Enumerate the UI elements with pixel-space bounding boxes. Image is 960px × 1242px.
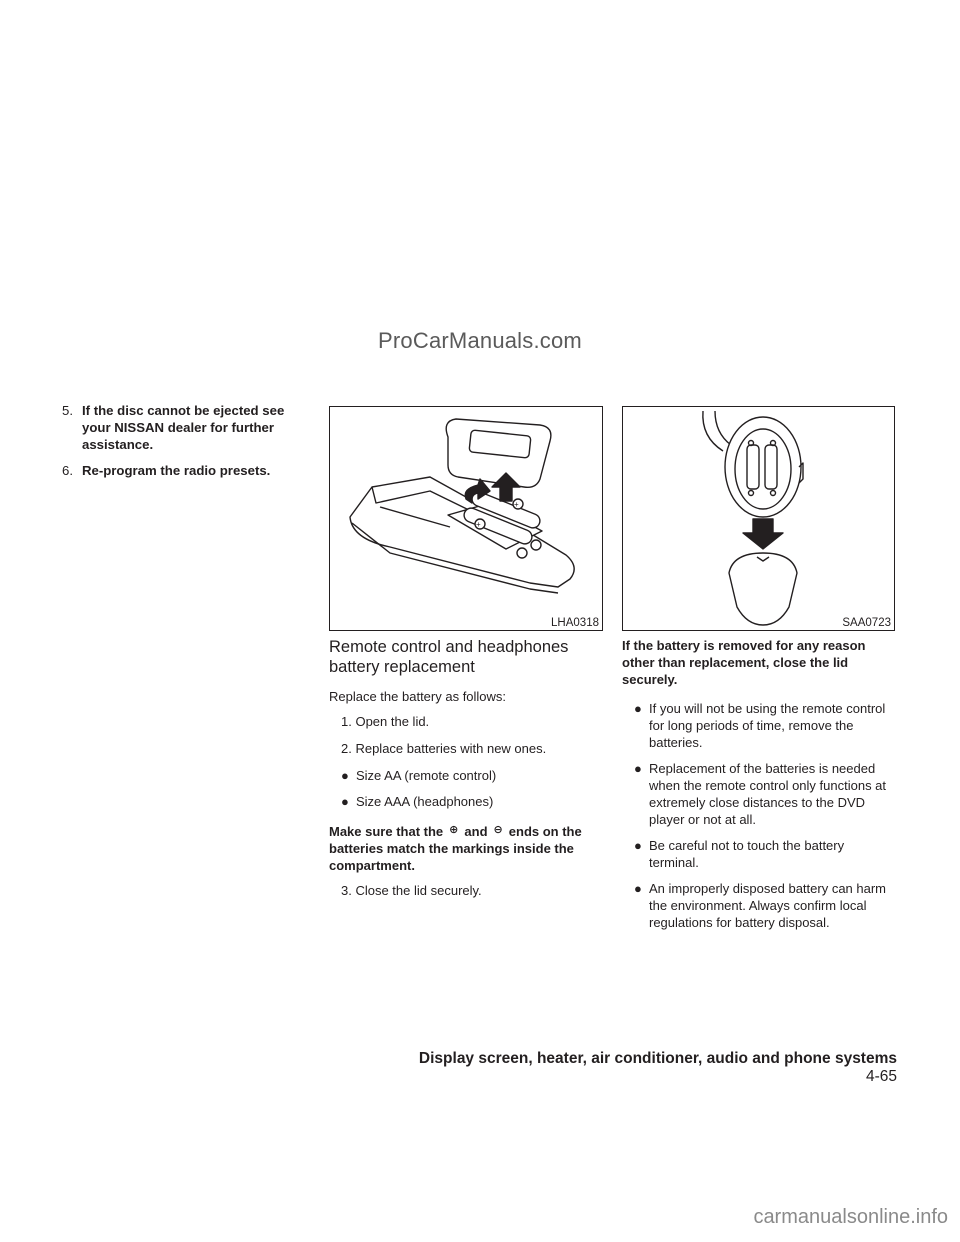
section-heading: Remote control and headphones battery replacement bbox=[329, 638, 569, 676]
bullet-item bbox=[622, 837, 896, 871]
list-item bbox=[62, 462, 312, 479]
bullet-text: Replacement of the batteries is needed when the remote control only functions at extremely close distances to the DVD player or not at all. bbox=[649, 761, 887, 827]
bullet-icon: ● bbox=[634, 881, 642, 896]
warning-text-end: ends on the batteries match the markings inside the compartment. bbox=[329, 824, 582, 873]
remote-control-figure bbox=[329, 406, 603, 631]
lid-warning: If the battery is removed for any reason other than replacement, close the lid securely. bbox=[622, 638, 866, 687]
footer-title: Display screen, heater, air conditioner, audio and phone systems bbox=[418, 1050, 897, 1067]
minus-terminal-icon: ⊖ bbox=[493, 824, 503, 836]
step-1: 1. Open the lid. bbox=[341, 714, 430, 729]
bullet-item bbox=[329, 767, 603, 784]
item-text: If the disc cannot be ejected see your NISSAN dealer for further assistance. bbox=[82, 403, 285, 452]
bullet-item bbox=[622, 880, 896, 931]
remote-control-illustration bbox=[330, 407, 602, 630]
svg-text:+: + bbox=[514, 500, 519, 509]
item-number: 6. bbox=[62, 463, 73, 478]
headphone-illustration bbox=[623, 407, 894, 630]
bullet-icon: ● bbox=[634, 838, 642, 853]
bullet-icon: ● bbox=[341, 768, 349, 783]
bullet-icon: ● bbox=[341, 794, 349, 809]
right-column bbox=[622, 637, 896, 940]
warning-text-and: and bbox=[464, 824, 488, 839]
item-text: Re-program the radio presets. bbox=[82, 463, 271, 478]
page-footer bbox=[397, 1050, 897, 1086]
page-number: 4-65 bbox=[865, 1068, 897, 1085]
watermark-bottom: carmanualsonline.info bbox=[753, 1206, 948, 1228]
bullet-icon: ● bbox=[634, 701, 642, 716]
bullet-text: If you will not be using the remote control for long periods of time, remove the batteries. bbox=[649, 701, 886, 750]
bullet-text: An improperly disposed battery can harm the environment. Always confirm local regulations for battery disposal. bbox=[649, 881, 887, 930]
intro-text: Replace the battery as follows: bbox=[329, 689, 507, 704]
bullet-text: Be careful not to touch the battery terminal. bbox=[649, 838, 845, 870]
watermark-top: ProCarManuals.com bbox=[378, 328, 582, 353]
bullet-text: Size AA (remote control) bbox=[356, 768, 497, 783]
bullet-item bbox=[329, 793, 603, 810]
step-3: 3. Close the lid securely. bbox=[341, 883, 482, 898]
battery-section bbox=[329, 637, 603, 909]
headphone-battery-figure bbox=[622, 406, 895, 631]
warning-text-start: Make sure that the bbox=[329, 824, 444, 839]
polarity-warning bbox=[329, 822, 603, 874]
svg-text:+: + bbox=[476, 520, 481, 529]
figure-label: LHA0318 bbox=[551, 617, 599, 629]
plus-terminal-icon: ⊕ bbox=[449, 824, 459, 836]
item-number: 5. bbox=[62, 403, 73, 418]
step-2: 2. Replace batteries with new ones. bbox=[341, 741, 547, 756]
list-item bbox=[62, 402, 312, 453]
left-column bbox=[62, 402, 312, 488]
bullet-text: Size AAA (headphones) bbox=[356, 794, 494, 809]
bullet-item bbox=[622, 760, 896, 828]
figure-label: SAA0723 bbox=[842, 617, 891, 629]
bullet-icon: ● bbox=[634, 761, 642, 776]
bullet-item bbox=[622, 700, 896, 751]
